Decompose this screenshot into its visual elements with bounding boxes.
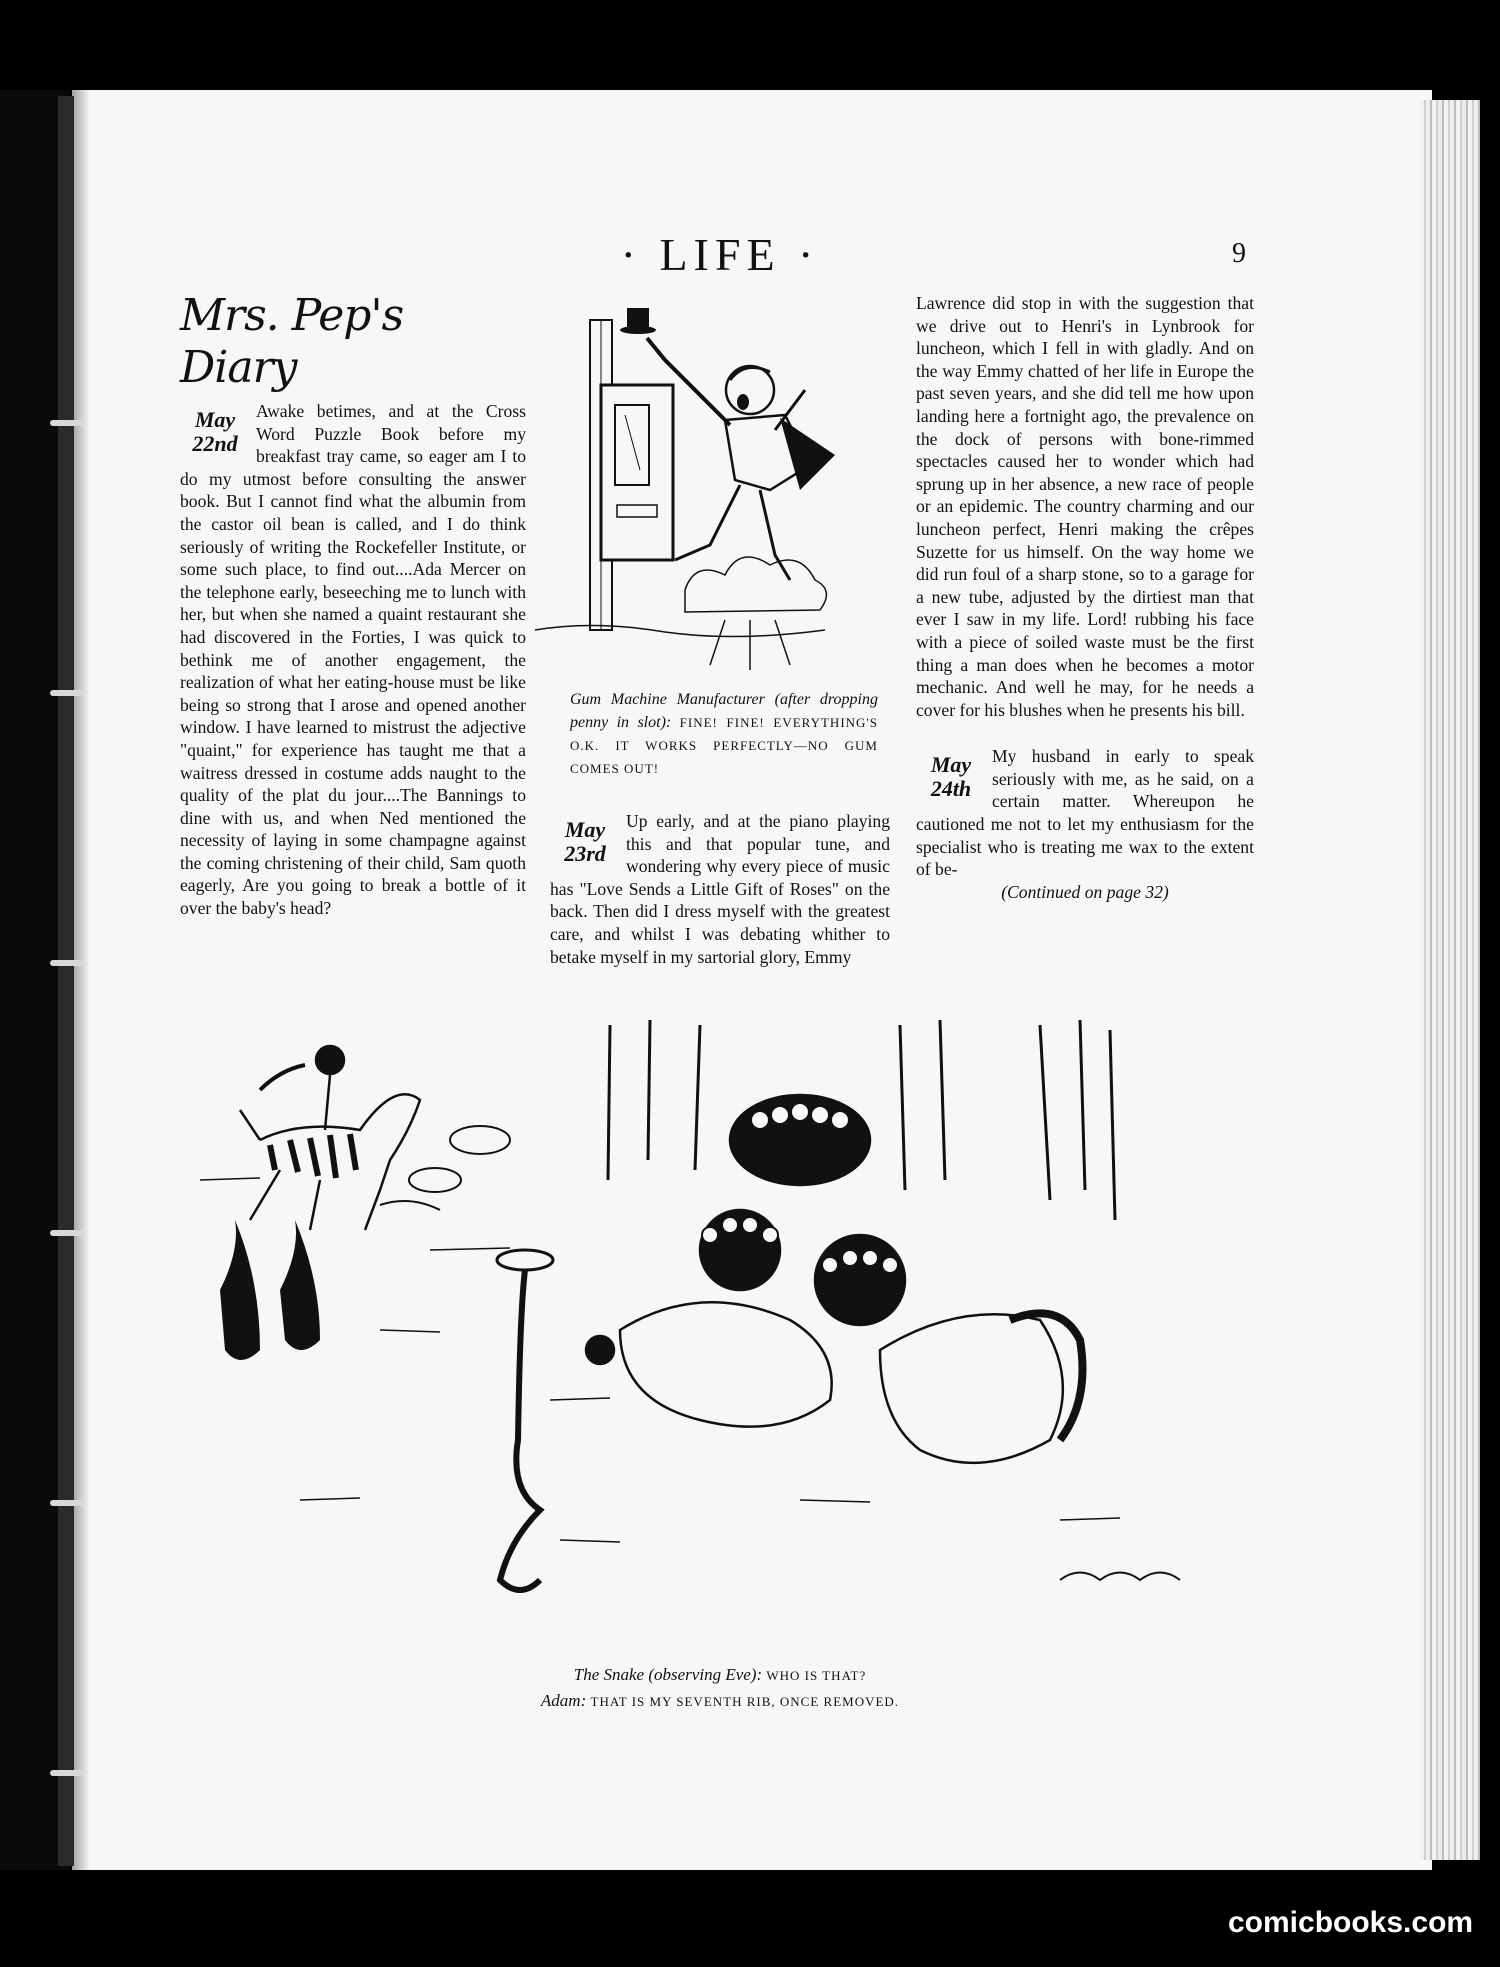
page-number: 9 — [1232, 238, 1246, 269]
entry-text-continued: Lawrence did stop in with the suggestion that we drive out to Henri's in Lynbrook for luncheon, which I fell in with gladly. And on the way Emmy chatted of her life in Europe the past seven years, and she did tell me how upon landing here a fortnight ago, the prevalence on the dock of persons with bone-rimmed spectacles caused her to wonder which had sprung up in her absence, a new race of people or an epidemic. The country charming and our luncheon perfect, Henri making the crêpes Suzette for us himself. On the way home we did run foul of a sharp stone, so to a garage for a new tube, adjusted by the dirtiest man that ever I saw in my life. Lord! rubbing his face with a piece of soiled waste must be the first thing a man does when he becomes a motor mechanic. And well he may, for he needs a cover for his blushes when he presents his bill. — [916, 293, 1254, 720]
diary-title: Mrs. Pep's Diary — [180, 290, 404, 393]
entry-text: Up early, and at the piano playing this and that popular tune, and wondering why every piece of music has "Love Sends a Little Gift of Roses" on the back. Then did I dress myself with the greatest care, and whilst I was debating whither to betake myself in my sartorial glory, Emmy — [550, 811, 890, 967]
book-binding — [58, 96, 74, 1866]
column-3 — [916, 292, 1254, 903]
gum-machine-caption — [570, 688, 878, 780]
entry-text: My husband in early to speak seriously with me, as he said, on a certain matter. Whereupon he cautioned me not to let my enthusiasm for the specialist who is treating me wax to the extent of be- — [916, 746, 1254, 880]
binding-stitch — [50, 1230, 84, 1236]
binding-stitch — [50, 960, 84, 966]
page-stack-edge — [1420, 100, 1480, 1860]
eden-cartoon — [180, 1020, 1260, 1660]
eden-caption — [300, 1662, 1140, 1714]
masthead: · LIFE · — [620, 229, 820, 280]
continued-note: (Continued on page 32) — [1001, 881, 1169, 902]
diary-entry — [550, 810, 890, 968]
caption-speaker: Gum Machine Manufacturer (after dropping penny in slot): — [570, 691, 878, 731]
gutter-shadow — [72, 90, 90, 1870]
gum-machine-cartoon — [535, 290, 895, 680]
entry-date: May 22nd — [192, 407, 238, 456]
entry-text: Awake betimes, and at the Cross Word Puzzle Book before my breakfast tray came, so eager am I to do my utmost before consulting the answer book. But I cannot find what the albumin from the castor oil bean is called, and I do think seriously of writing the Rockefeller Institute, or some such place, to find out....Ada Mercer on the telephone early, beseeching me to lunch with her, but when she named a quaint restaurant she had discovered in the Forties, I was quick to bethink me of another engagement, the realization of what her eating-house must be like being so strong that I arose and opened another window. I have learned to mistrust the adjective "quaint," for experience has taught me that a waitress dressed in costume adds naught to the quality of the plat du jour....The Bannings to dine with us, and when Ned mentioned the necessity of laying in some champagne against the coming christening of their child, Sam quoth eagerly, Are you going to break a bottle of it over the baby's head? — [180, 401, 526, 919]
column-2 — [550, 810, 890, 968]
caption-line-2 — [300, 1688, 1140, 1714]
diary-entry — [180, 400, 526, 920]
column-1 — [180, 290, 526, 920]
binding-stitch — [50, 690, 84, 696]
entry-date: May 23rd — [564, 817, 606, 866]
caption-speech: THAT IS MY SEVENTH RIB, ONCE REMOVED. — [590, 1694, 900, 1709]
watermark: comicbooks.com — [1228, 1906, 1474, 1939]
diary-entry — [916, 745, 1254, 881]
binding-stitch — [50, 420, 84, 426]
caption-speaker: Adam: — [540, 1691, 587, 1710]
caption-speech: WHO IS THAT? — [766, 1668, 867, 1683]
caption-speech: FINE! FINE! EVERYTHING'S O.K. IT WORKS PERFECTLY—NO GUM COMES OUT! — [570, 715, 879, 776]
caption-line-1 — [300, 1662, 1140, 1688]
binding-stitch — [50, 1770, 84, 1776]
binding-stitch — [50, 1500, 84, 1506]
caption-speaker: The Snake (observing Eve): — [573, 1665, 763, 1684]
entry-date: May 24th — [930, 752, 972, 802]
